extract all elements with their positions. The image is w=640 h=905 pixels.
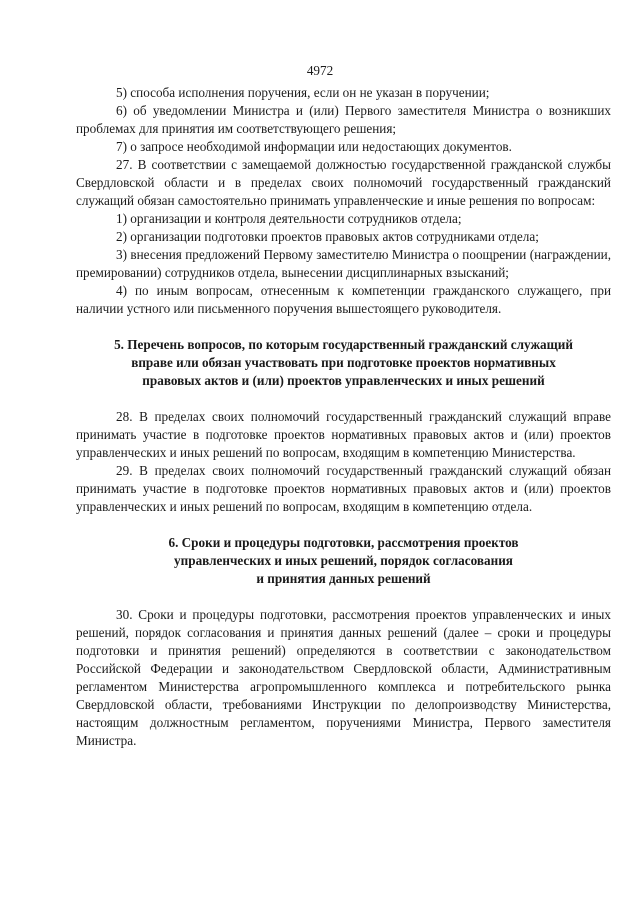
heading-line: и принятия данных решений (256, 571, 431, 586)
paragraph: 27. В соответствии с замещаемой должностью государственной гражданской службы Свердловской области и в пределах своих полномочий государственный гражданский служащий обязан самостоятельно принимать управленческие и иные решения по вопросам: (76, 157, 611, 208)
document-body (76, 84, 611, 750)
heading-line: вправе или обязан участвовать при подготовке проектов нормативных (131, 355, 556, 370)
paragraph: 1) организации и контроля деятельности сотрудников отдела; (116, 211, 462, 226)
section-6-heading (76, 534, 611, 588)
list-block-duties (76, 84, 611, 318)
section-5-heading (76, 336, 611, 390)
page-number: 4972 (306, 63, 334, 78)
paragraph: 5) способа исполнения поручения, если он не указан в поручении; (116, 85, 490, 100)
heading-line: 5. Перечень вопросов, по которым государственный гражданский служащий (114, 337, 573, 352)
paragraph: 30. Сроки и процедуры подготовки, рассмотрения проектов управленческих и иных решений, порядок согласования и принятия данных решений (далее – сроки и процедуры подготовки и принятия решений) определяются в соответствии с законодательством Российской Федерации и законодательством Свердловской области, Административным регламентом Министерства агропромышленного комплекса и потребительского рынка Свердловской области, требованиями Инструкции по делопроизводству Министерства, настоящим должностным регламентом, поручениями Министра, Первого заместителя Министра. (76, 607, 611, 748)
paragraph: 2) организации подготовки проектов правовых актов сотрудниками отдела; (116, 229, 539, 244)
paragraph: 29. В пределах своих полномочий государственный гражданский служащий обязан принимать участие в подготовке проектов нормативных правовых актов и (или) проектов управленческих и иных решений по вопросам, входящим в компетенцию отдела. (76, 463, 611, 514)
paragraph: 7) о запросе необходимой информации или недостающих документов. (116, 139, 512, 154)
section-5-body (76, 408, 611, 516)
paragraph: 4) по иным вопросам, отнесенным к компетенции гражданского служащего, при наличии устного или письменного поручения вышестоящего руководителя. (76, 283, 611, 316)
paragraph: 6) об уведомлении Министра и (или) Первого заместителя Министра о возникших проблемах для принятия им соответствующего решения; (76, 103, 611, 136)
section-6-body (76, 606, 611, 750)
heading-line: 6. Сроки и процедуры подготовки, рассмотрения проектов (168, 535, 519, 550)
paragraph: 3) внесения предложений Первому заместителю Министра о поощрении (награждении, премировании) сотрудников отдела, вынесении дисциплинарных взысканий; (76, 247, 611, 280)
heading-line: управленческих и иных решений, порядок согласования (174, 553, 513, 568)
heading-line: правовых актов и (или) проектов управленческих и иных решений (142, 373, 545, 388)
paragraph: 28. В пределах своих полномочий государственный гражданский служащий вправе принимать участие в подготовке проектов нормативных правовых актов и (или) проектов управленческих и иных решений по вопросам, входящим в компетенцию Министерства. (76, 409, 611, 460)
